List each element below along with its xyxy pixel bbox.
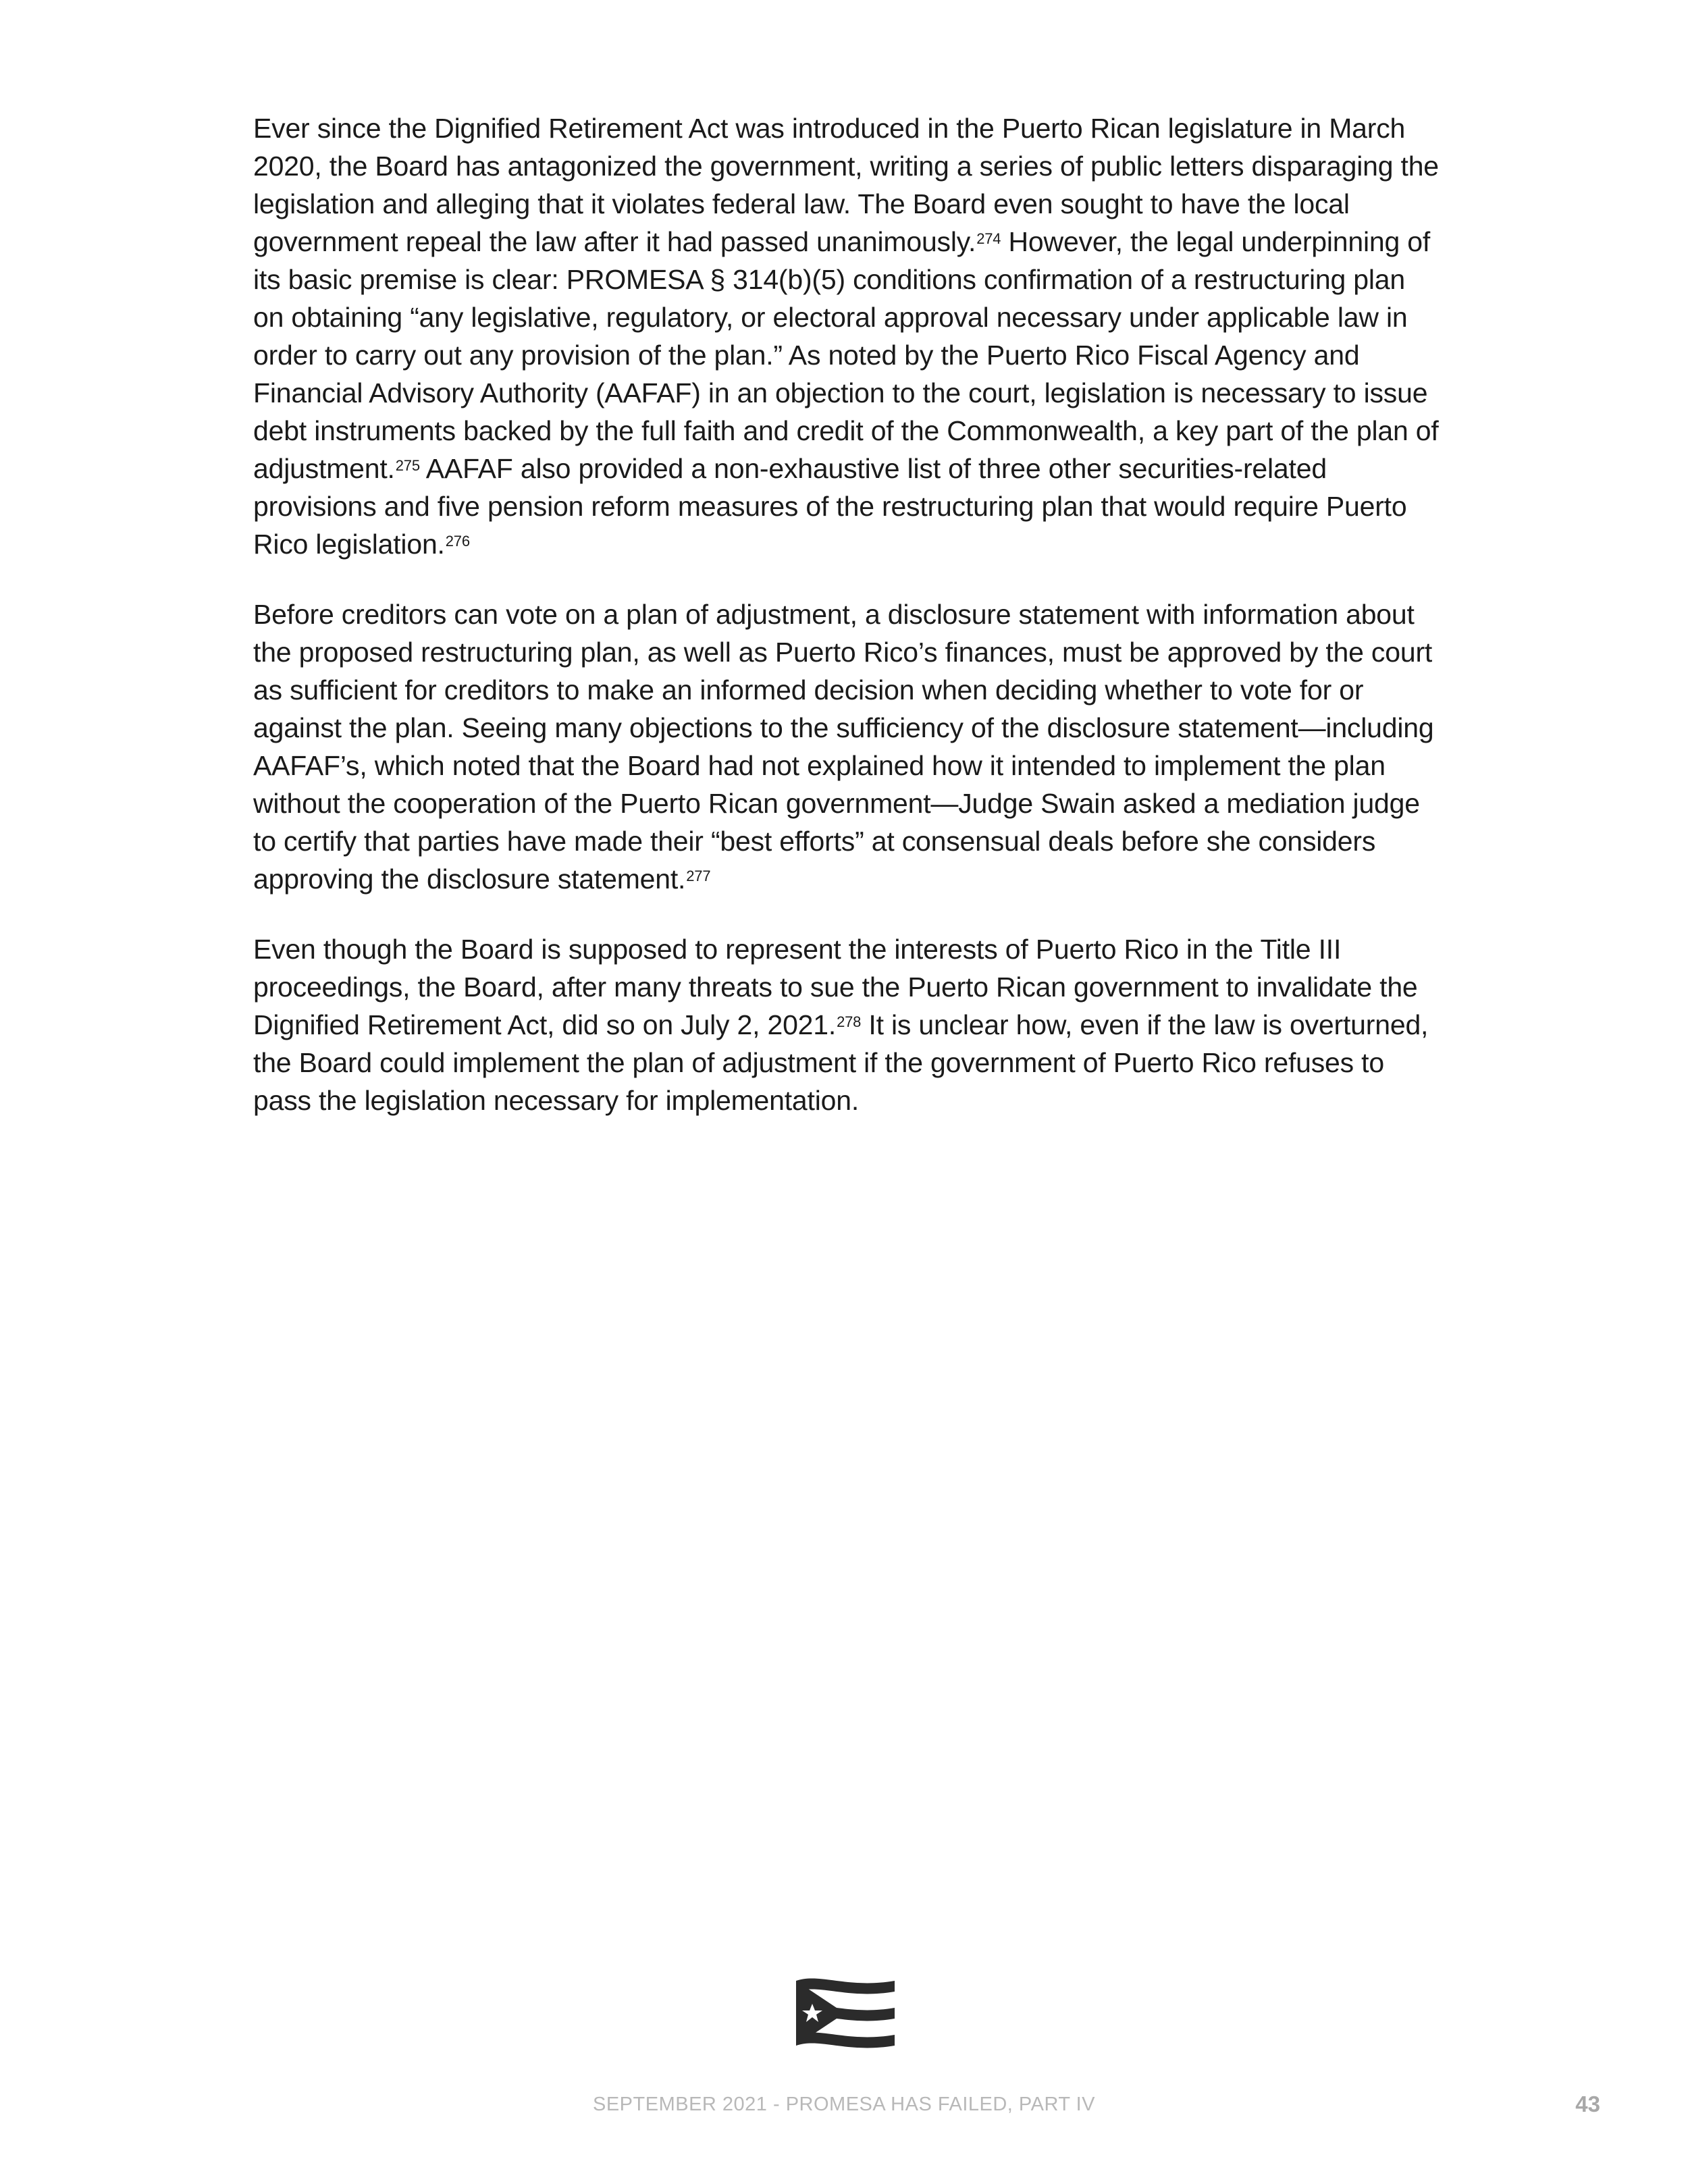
paragraph-3	[253, 930, 1442, 1119]
footnote-ref-274[interactable]: 274	[976, 230, 1001, 248]
body-text	[253, 109, 1442, 1152]
footer-title: SEPTEMBER 2021 - PROMESA HAS FAILED, PART IV	[592, 2094, 1096, 2115]
paragraph-3-text-2: It is unclear how, even if the law is overturned, the Board could implement the plan of adjustment if the government of Puerto Rico refuses to pass the legislation necessary for implementation.	[253, 1009, 1429, 1116]
paragraph-1-text-2: However, the legal underpinning of its basic premise is clear: PROMESA § 314(b)(5) conditions confirmation of a restructuring plan on obtaining “any legislative, regulatory, or electoral approval necessary under applicable law in order to carry out any provision of the plan.” As noted by the Puerto Rico Fiscal Agency and Financial Advisory Authority (AAFAF) in an objection to the court, legislation is necessary to issue debt instruments backed by the full faith and credit of the Commonwealth, a key part of the plan of adjustment.	[253, 226, 1439, 484]
paragraph-2-text-1: Before creditors can vote on a plan of adjustment, a disclosure statement with information about the proposed restructuring plan, as well as Puerto Rico’s finances, must be approved by the court as sufficient for creditors to make an informed decision when deciding whether to vote for or against the plan. Seeing many objections to the sufficiency of the disclosure statement—including AAFAF’s, which noted that the Board had not explained how it intended to implement the plan without the cooperation of the Puerto Rican government—Judge Swain asked a mediation judge to certify that parties have made their “best efforts” at consensual deals before she considers approving the disclosure statement.	[253, 599, 1434, 895]
footnote-ref-275[interactable]: 275	[395, 457, 420, 475]
page-number: 43	[1575, 2092, 1600, 2116]
footnote-ref-277[interactable]: 277	[686, 868, 711, 885]
paragraph-3-text-1: Even though the Board is supposed to represent the interests of Puerto Rico in the Title III proceedings, the Board, after many threats to sue the Puerto Rican government to invalidate the Dignified Retirement Act, did so on July 2, 2021.	[253, 934, 1418, 1040]
paragraph-2	[253, 595, 1442, 898]
page-footer	[0, 2091, 1688, 2118]
paragraph-1	[253, 109, 1442, 563]
footnote-ref-278[interactable]: 278	[837, 1013, 862, 1031]
paragraph-1-text-3: AAFAF also provided a non-exhaustive list of three other securities-related provisions and five pension reform measures of the restructuring plan that would require Puerto Rico legislation.	[253, 453, 1407, 560]
footnote-ref-276[interactable]: 276	[445, 533, 470, 550]
paragraph-1-text-1: Ever since the Dignified Retirement Act was introduced in the Puerto Rican legislature in March 2020, the Board has antagonized the government, writing a series of public letters disparaging the legislation and alleging that it violates federal law. The Board even sought to have the local government repeal the law after it had passed unanimously.	[253, 113, 1439, 257]
puerto-rico-flag-icon	[787, 1971, 901, 2059]
